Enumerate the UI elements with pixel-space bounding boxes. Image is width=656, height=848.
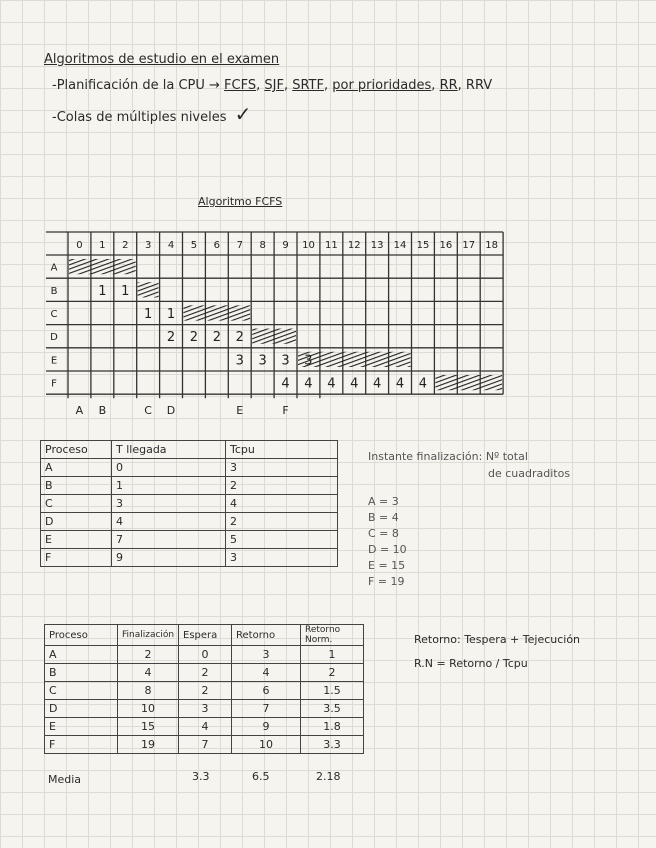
multilevel-queues-label: -Colas de múltiples niveles bbox=[52, 110, 227, 125]
gantt-time-label: 11 bbox=[324, 240, 338, 251]
cpu-scheduling-label: -Planificación de la CPU → bbox=[52, 78, 220, 93]
gantt-arrival-label: B bbox=[98, 404, 107, 418]
table-row bbox=[41, 531, 338, 549]
table-cell: 7 bbox=[232, 700, 301, 718]
table-cell: F bbox=[41, 549, 112, 567]
gantt-wait-mark: 3 bbox=[235, 353, 244, 369]
gantt-time-label: 5 bbox=[190, 240, 198, 251]
gantt-wait-mark: 2 bbox=[166, 330, 176, 346]
gantt-time-label: 15 bbox=[416, 240, 430, 251]
table-cell: 1 bbox=[301, 646, 364, 664]
table-cell: B bbox=[45, 664, 118, 682]
algo-priority: por prioridades bbox=[332, 78, 432, 93]
table-cell: 9 bbox=[112, 549, 226, 567]
table-cell: 0 bbox=[179, 646, 232, 664]
gantt-time-label: 3 bbox=[144, 240, 152, 251]
gantt-wait-mark: 1 bbox=[121, 283, 130, 299]
table-cell: C bbox=[45, 682, 118, 700]
table-cell: 3.5 bbox=[301, 700, 364, 718]
table-row bbox=[41, 459, 338, 477]
gantt-wait-mark: 2 bbox=[189, 330, 199, 346]
gantt-wait-mark: 4 bbox=[304, 376, 313, 392]
table-cell: 4 bbox=[179, 718, 232, 736]
table-cell: A bbox=[41, 459, 112, 477]
gantt-time-label: 8 bbox=[259, 240, 266, 251]
table-cell: 0 bbox=[112, 459, 226, 477]
media-retorno: 6.5 bbox=[252, 770, 270, 783]
gantt-time-label: 0 bbox=[76, 240, 83, 251]
gantt-time-label: 10 bbox=[302, 240, 315, 251]
table-cell: 2 bbox=[118, 646, 179, 664]
media-retorno-norm: 2.18 bbox=[316, 770, 341, 783]
header-cell: Finalización bbox=[118, 625, 179, 646]
table-cell: 2 bbox=[226, 477, 338, 495]
table-cell: 10 bbox=[118, 700, 179, 718]
gantt-wait-mark: 3 bbox=[304, 353, 313, 369]
gantt-wait-mark: 2 bbox=[235, 330, 244, 346]
gantt-execution-bar bbox=[138, 282, 159, 297]
table-cell: 2 bbox=[179, 664, 232, 682]
table-cell: C bbox=[41, 495, 112, 513]
gantt-wait-mark: 4 bbox=[281, 376, 290, 392]
table-cell: 1.5 bbox=[301, 682, 364, 700]
table-row bbox=[45, 736, 364, 754]
gantt-execution-bar bbox=[252, 329, 296, 344]
table-cell: E bbox=[41, 531, 112, 549]
table-row bbox=[41, 495, 338, 513]
finish-value: A = 3 bbox=[368, 495, 399, 508]
gantt-execution-bar bbox=[435, 375, 502, 390]
table-row bbox=[41, 477, 338, 495]
algo-fcfs: FCFS bbox=[224, 78, 257, 93]
media-label: Media bbox=[48, 773, 82, 786]
table-cell: 5 bbox=[226, 531, 338, 549]
table-cell: 8 bbox=[118, 682, 179, 700]
gantt-wait-mark: 1 bbox=[144, 307, 153, 322]
table-cell: D bbox=[41, 513, 112, 531]
table-row bbox=[41, 549, 338, 567]
table-cell: 6 bbox=[232, 682, 301, 700]
finish-value: E = 15 bbox=[368, 559, 406, 572]
table-cell: A bbox=[45, 646, 118, 664]
table-cell: 2 bbox=[179, 682, 232, 700]
table-cell: 1.8 bbox=[301, 718, 364, 736]
gantt-arrival-label: E bbox=[236, 404, 244, 418]
table-cell: 3 bbox=[226, 549, 338, 567]
table-cell: 4 bbox=[226, 495, 338, 513]
results-table bbox=[44, 624, 364, 754]
gantt-time-label: 4 bbox=[167, 240, 175, 251]
gantt-process-label: D bbox=[50, 332, 58, 344]
gantt-arrival-label: D bbox=[166, 404, 176, 418]
gantt-wait-mark: 4 bbox=[373, 376, 382, 392]
table-row bbox=[45, 700, 364, 718]
table-cell: 4 bbox=[118, 664, 179, 682]
gantt-process-label: A bbox=[50, 262, 58, 274]
table-cell: 2 bbox=[226, 513, 338, 531]
table-cell: 3.3 bbox=[301, 736, 364, 754]
header-cell: Proceso bbox=[41, 441, 112, 459]
gantt-time-label: 17 bbox=[462, 240, 476, 251]
finish-note-line1: Instante finalización: Nº total bbox=[368, 450, 528, 463]
gantt-time-label: 18 bbox=[485, 240, 499, 251]
gantt-wait-mark: 4 bbox=[350, 376, 359, 392]
gantt-execution-bar bbox=[298, 352, 411, 367]
table-cell: 1 bbox=[112, 477, 226, 495]
gantt-wait-mark: 4 bbox=[327, 376, 336, 392]
gantt-time-label: 7 bbox=[236, 240, 243, 251]
header-cell: T llegada bbox=[112, 441, 226, 459]
gantt-time-label: 16 bbox=[439, 240, 453, 251]
media-espera: 3.3 bbox=[192, 770, 210, 783]
table-cell: B bbox=[41, 477, 112, 495]
table-header-row bbox=[41, 441, 338, 459]
table-row bbox=[41, 513, 338, 531]
gantt-process-label: E bbox=[50, 355, 58, 367]
algo-rrv: RRV bbox=[465, 78, 493, 93]
table-row bbox=[45, 664, 364, 682]
table-cell: 2 bbox=[301, 664, 364, 682]
check-icon: ✓ bbox=[234, 102, 252, 126]
gantt-wait-mark: 1 bbox=[98, 283, 107, 299]
gantt-time-label: 1 bbox=[99, 240, 106, 251]
table-cell: 15 bbox=[118, 718, 179, 736]
header-cell: Espera bbox=[179, 625, 232, 646]
gantt-time-label: 14 bbox=[393, 240, 407, 251]
gantt-process-label: F bbox=[51, 378, 57, 390]
gantt-time-label: 12 bbox=[347, 240, 361, 251]
table-cell: 3 bbox=[232, 646, 301, 664]
table-row bbox=[45, 646, 364, 664]
header-cell: Retorno Norm. bbox=[301, 625, 364, 646]
table-cell: 10 bbox=[232, 736, 301, 754]
header-cell: Tcpu bbox=[226, 441, 338, 459]
table-cell: 9 bbox=[232, 718, 301, 736]
cpu-scheduling-line: -Planificación de la CPU → FCFS, SJF, SRTF, por prioridades, RR, RRV bbox=[52, 78, 493, 93]
header-cell: Proceso bbox=[45, 625, 118, 646]
header-cell: Retorno bbox=[232, 625, 301, 646]
gantt-execution-bar bbox=[69, 259, 136, 274]
finish-value: B = 4 bbox=[368, 511, 399, 524]
table-cell: 4 bbox=[232, 664, 301, 682]
gantt-wait-mark: 2 bbox=[212, 330, 221, 346]
table-cell: E bbox=[45, 718, 118, 736]
gantt-wait-mark: 4 bbox=[395, 376, 405, 392]
gantt-arrival-label: C bbox=[144, 404, 152, 418]
table-cell: 19 bbox=[118, 736, 179, 754]
gantt-arrival-label: F bbox=[282, 404, 289, 418]
finish-note-line2: de cuadraditos bbox=[488, 467, 571, 480]
table-cell: 3 bbox=[226, 459, 338, 477]
gantt-time-label: 2 bbox=[122, 240, 129, 251]
formula-retorno: Retorno: Tespera + Tejecución bbox=[414, 633, 581, 646]
gantt-wait-mark: 3 bbox=[258, 353, 267, 369]
table-row bbox=[45, 718, 364, 736]
page-title: Algoritmos de estudio en el examen bbox=[44, 52, 280, 67]
gantt-time-label: 13 bbox=[370, 240, 384, 251]
formula-rn: R.N = Retorno / Tcpu bbox=[414, 657, 528, 670]
gantt-process-label: B bbox=[50, 285, 58, 297]
finish-value: C = 8 bbox=[368, 527, 399, 540]
algo-srtf: SRTF bbox=[292, 78, 324, 93]
arrival-table bbox=[40, 440, 338, 567]
gantt-title: Algoritmo FCFS bbox=[198, 195, 283, 208]
gantt-time-label: 6 bbox=[213, 240, 221, 251]
table-cell: 7 bbox=[112, 531, 226, 549]
algo-rr: RR bbox=[439, 78, 458, 93]
algo-sjf: SJF bbox=[264, 78, 284, 93]
finish-value: D = 10 bbox=[368, 543, 407, 556]
table-row bbox=[45, 682, 364, 700]
table-cell: 3 bbox=[112, 495, 226, 513]
table-cell: 7 bbox=[179, 736, 232, 754]
table-cell: F bbox=[45, 736, 118, 754]
gantt-arrival-label: A bbox=[75, 404, 84, 418]
table-cell: 3 bbox=[179, 700, 232, 718]
gantt-time-label: 9 bbox=[282, 240, 289, 251]
gantt-wait-mark: 1 bbox=[166, 307, 176, 322]
gantt-wait-mark: 4 bbox=[418, 376, 428, 392]
gantt-wait-mark: 3 bbox=[281, 353, 290, 369]
table-header-row bbox=[45, 625, 364, 646]
finish-value: F = 19 bbox=[368, 575, 405, 588]
gantt-execution-bar bbox=[184, 305, 251, 320]
gantt-process-label: C bbox=[50, 309, 58, 320]
table-cell: 4 bbox=[112, 513, 226, 531]
table-cell: D bbox=[45, 700, 118, 718]
